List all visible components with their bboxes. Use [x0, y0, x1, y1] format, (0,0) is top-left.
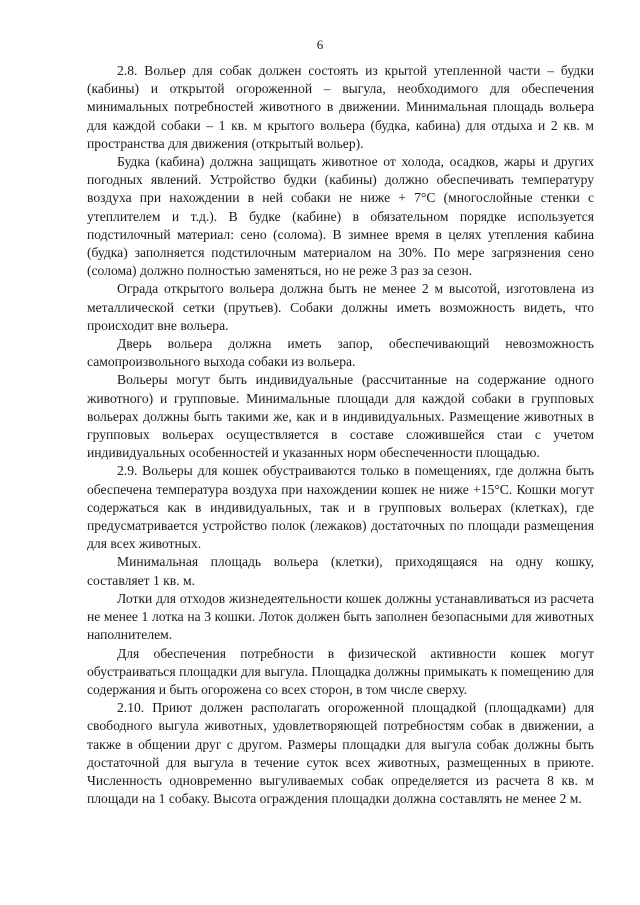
paragraph-enclosure-types: Вольеры могут быть индивидуальные (рассчитанные на содержание одного животного) и групповые. Минимальные площади для каждой собаки в групповых вольерах должны быть такими же, как и в индивидуальных. Размещение животных в групповых вольерах осуществляется в составе сложившейся стаи с учетом индивидуальных особенностей и указанных норм обеспеченности площадью. [87, 372, 594, 461]
paragraph-2-8-dog-enclosure: 2.8. Вольер для собак должен состоять из крытой утепленной части – будки (кабины) и открытой огороженной – выгула, необходимого для обеспечения минимальных потребностей животного в движении. Минимальная площадь вольера для каждой собаки – 1 кв. м крытого вольера (будка, кабина) для отдыха и 2 кв. м пространства для движения (открытый вольер). [87, 63, 594, 151]
paragraph-2-10-walking-area: 2.10. Приют должен располагать огороженной площадкой (площадками) для свободного выгула животных, удовлетворяющей потребностям собак в движении, а также в общении друг с другом. Размеры площадки для выгула собак должны быть достаточной для выгула в течение суток всех животных, размещенных в приюте. Численность одновременно выгуливаемых собак определяется из расчета 8 кв. м площади на 1 собаку. Высота ограждения площадки должна составлять не менее 2 м. [87, 700, 594, 807]
paragraph-cat-walking-area: Для обеспечения потребности в физической активности кошек могут обустраиваться площадки для выгула. Площадка должны примыкать к помещению для содержания и быть огорожена со всех сторон, в том числе сверху. [87, 645, 594, 697]
document-body [87, 62, 594, 808]
paragraph-kennel: Будка (кабина) должна защищать животное от холода, осадков, жары и других погодных явлений. Устройство будки (кабины) должно обеспечивать температуру воздуха при нахождении в ней собаки не ниже + 7°С (многослойные стенки с утеплителем и т.д.). В будке (кабине) в обязательном порядке используется подстилочный материал: сено (солома). В зимнее время в целях утепления кабина (будка) заполняется подстилочным материалом на 30%. По мере загрязнения сено (солома) должно полностью заменяться, но не реже 3 раз за сезон. [87, 154, 594, 279]
paragraph-2-9-cat-enclosure: 2.9. Вольеры для кошек обустраиваются только в помещениях, где должна быть обеспечена температура воздуха при нахождении кошек не ниже +15°С. Кошки могут содержаться как в индивидуальных, так и в групповых вольерах (клетках), где предусматривается устройство полок (лежаков) достаточных по площади размещения для всех животных. [87, 463, 594, 552]
paragraph-fence: Ограда открытого вольера должна быть не менее 2 м высотой, изготовлена из металлической сетки (прутьев). Собаки должны иметь возможность видеть, что происходит вне вольера. [87, 281, 594, 333]
paragraph-litter-trays: Лотки для отходов жизнедеятельности кошек должны устанавливаться из расчета не менее 1 лотка на 3 кошки. Лоток должен быть заполнен безопасными для животных наполнителем. [87, 590, 594, 643]
paragraph-door: Дверь вольера должна иметь запор, обеспечивающий невозможность самопроизвольного выхода собаки из вольера. [87, 336, 594, 370]
page-number: 6 [316, 37, 324, 52]
paragraph-cat-area: Минимальная площадь вольера (клетки), приходящаяся на одну кошку, составляет 1 кв. м. [87, 554, 594, 588]
